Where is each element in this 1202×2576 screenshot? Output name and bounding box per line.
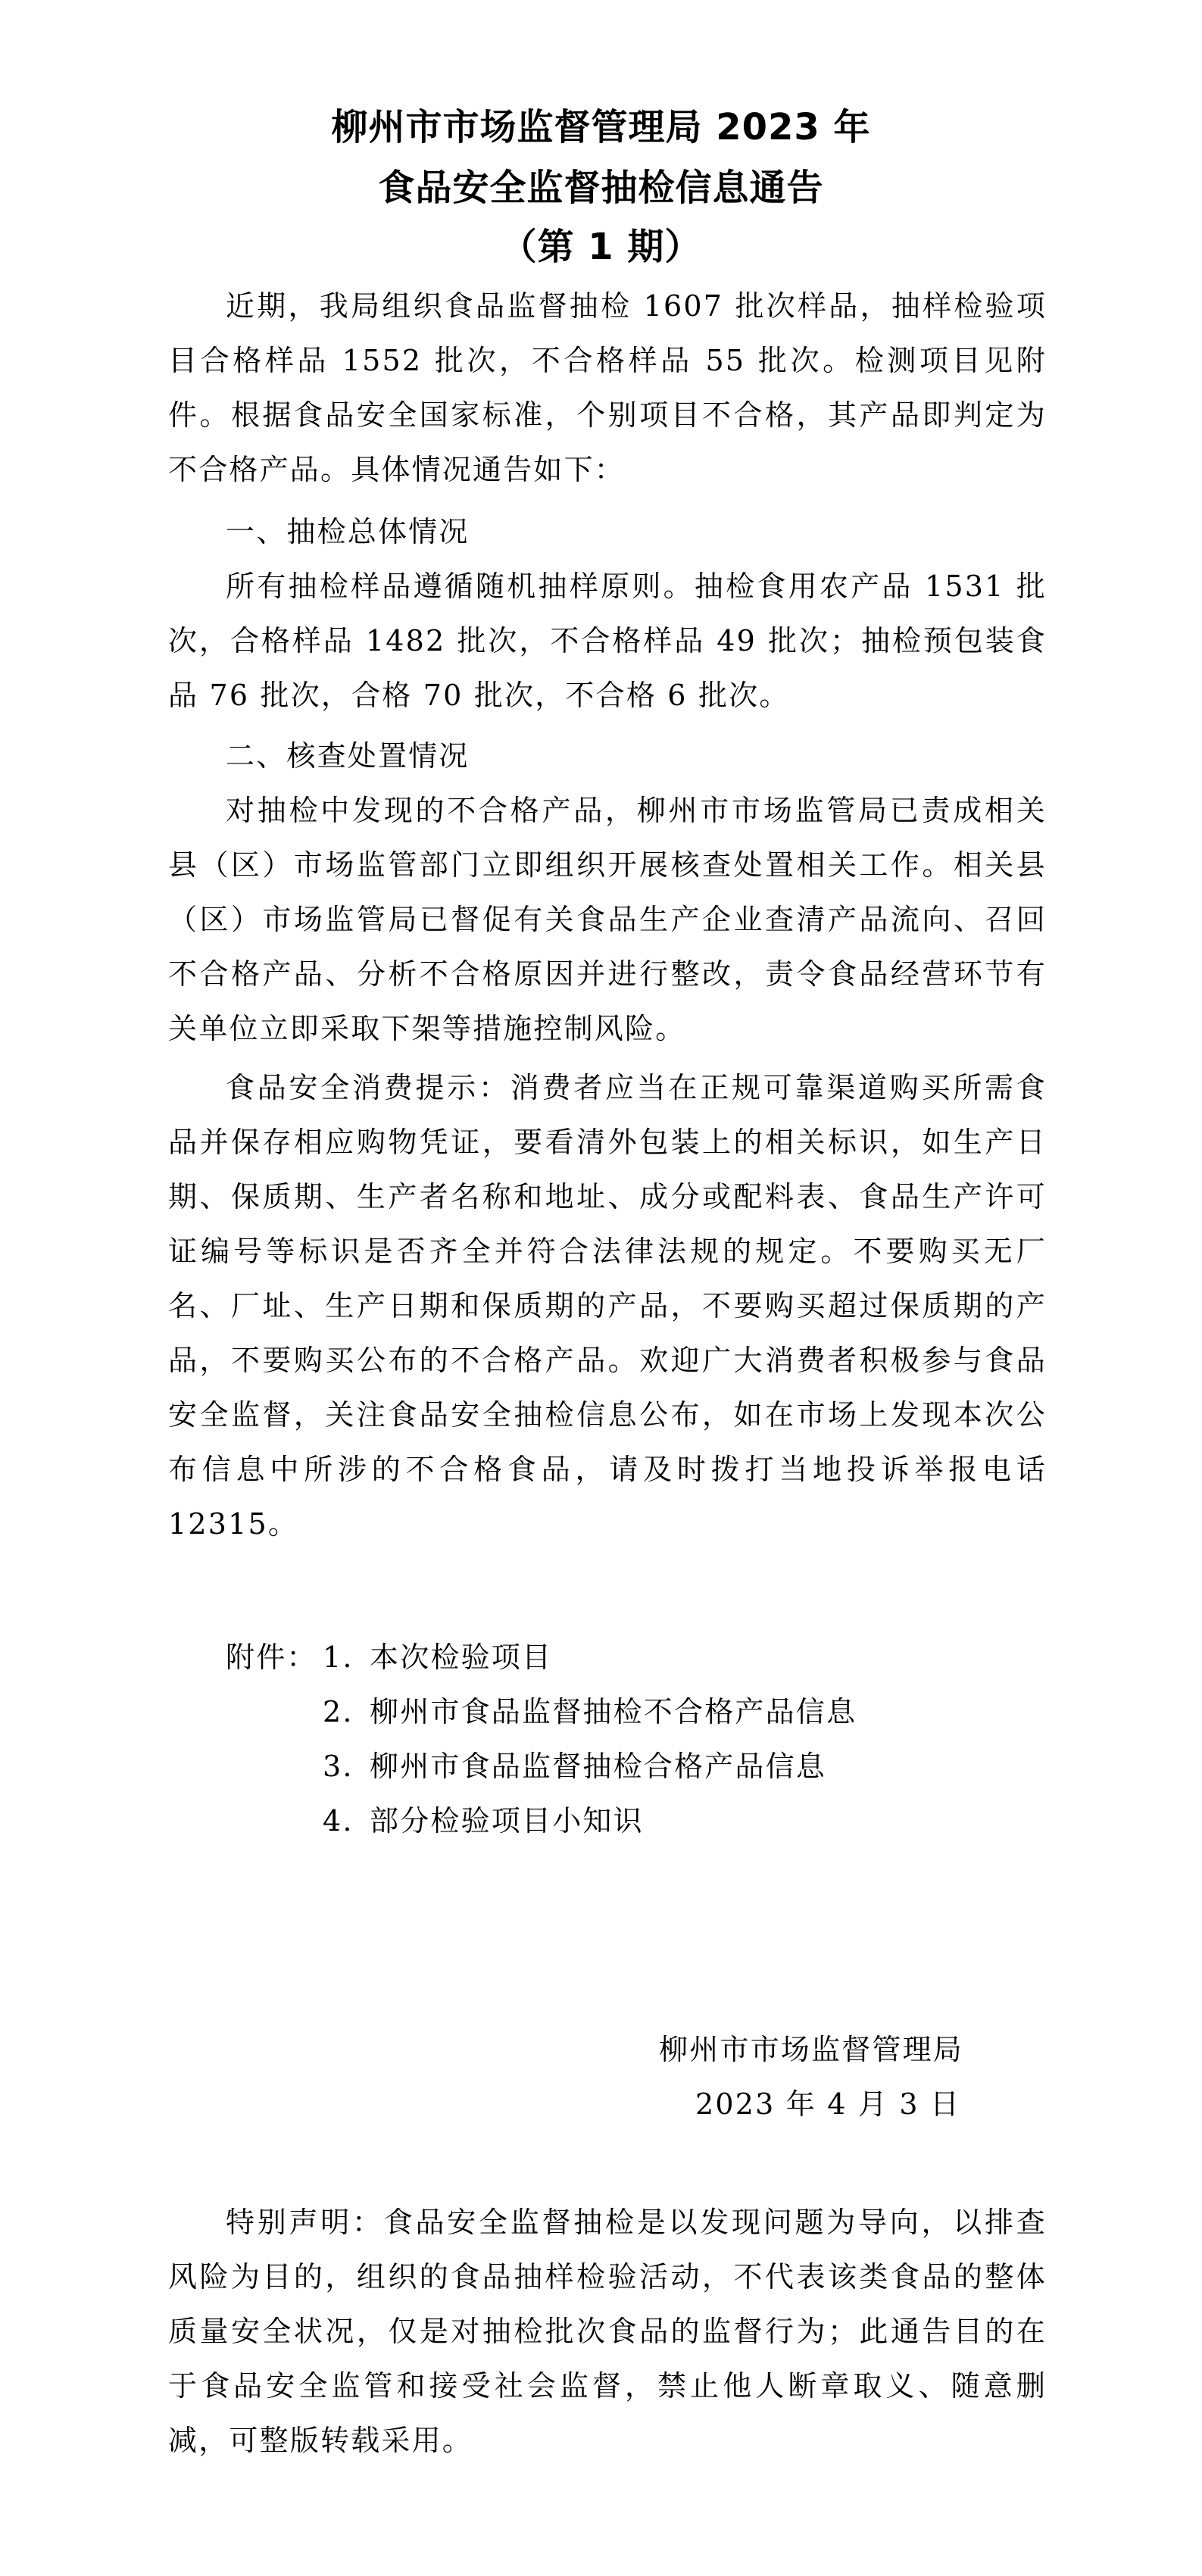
section-2-paragraph: 对抽检中发现的不合格产品，柳州市市场监管局已责成相关县（区）市场监管部门立即组织开展核查处置相关工作。相关县（区）市场监管局已督促有关食品生产企业查清产品流向、召回不合格产品、分析不合格原因并进行整改，责令食品经营环节有关单位立即采取下架等措施控制风险。 [168,794,1047,1045]
title-line-2: 食品安全监督抽检信息通告 [378,167,824,209]
disclaimer-paragraph: 特别声明：食品安全监督抽检是以发现问题为导向，以排查风险为目的，组织的食品抽样检验活动，不代表该类食品的整体质量安全状况，仅是对抽检批次食品的监督行为；此通告目的在于食品安全监管和接受社会监督，禁止他人断章取义、随意删减，可整版转载采用。 [168,2206,1047,2457]
intro-paragraph: 近期，我局组织食品监督抽检 1607 批次样品，抽样检验项目合格样品 1552 批次，不合格样品 55 批次。检测项目见附件。根据食品安全国家标准，个别项目不合格，其产品即判定为不合格产品。具体情况通告如下： [168,289,1047,486]
attachment-number: 1. [323,1641,354,1674]
section-1-heading: 一、抽检总体情况 [226,515,470,548]
attachment-text: 部分检验项目小知识 [370,1804,644,1838]
consumer-tips-paragraph: 食品安全消费提示：消费者应当在正规可靠渠道购买所需食品并保存相应购物凭证，要看清外包装上的相关标识，如生产日期、保质期、生产者名称和地址、成分或配料表、食品生产许可证编号等标识是否齐全并符合法律法规的规定。不要购买无厂名、厂址、生产日期和保质期的产品，不要购买超过保质期的产品，不要购买公布的不合格产品。欢迎广大消费者积极参与食品安全监督，关注食品安全抽检信息公布，如在市场上发现本次公布信息中所涉的不合格食品，请及时拨打当地投诉举报电话 12315。 [168,1071,1047,1541]
title-line-1: 柳州市市场监督管理局 2023 年 [331,106,871,148]
attachments-label: 附件： [226,1641,317,1674]
attachment-item [323,1739,826,1794]
attachment-text: 柳州市食品监督抽检不合格产品信息 [370,1695,857,1728]
signature-organization: 柳州市市场监督管理局 [659,2033,964,2066]
attachment-text: 本次检验项目 [370,1641,553,1674]
attachment-number: 2. [323,1695,354,1728]
attachment-number: 4. [323,1804,354,1838]
attachment-item [323,1794,644,1848]
title-line-3: （第 1 期） [500,226,702,268]
attachment-number: 3. [323,1750,354,1783]
section-1-paragraph: 所有抽检样品遵循随机抽样原则。抽检食用农产品 1531 批次，合格样品 1482 批次，不合格样品 49 批次；抽检预包装食品 76 批次，合格 70 批次，不合格 6 批次。 [168,570,1047,712]
section-2-heading: 二、核查处置情况 [226,739,470,773]
signature-date: 2023 年 4 月 3 日 [695,2087,961,2121]
attachment-item [323,1630,552,1685]
attachment-text: 柳州市食品监督抽检合格产品信息 [370,1750,827,1783]
attachment-item [323,1685,857,1739]
